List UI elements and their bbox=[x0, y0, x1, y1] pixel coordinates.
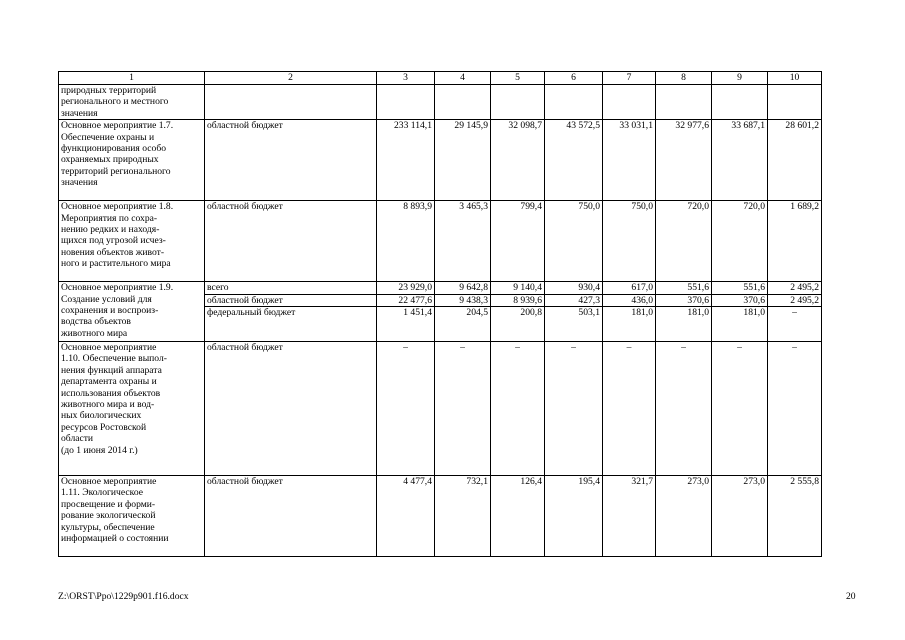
measure-description: Основное мероприятие 1.7. Обеспечение охраны и функционирования особо охраняемых природных территорий регионального значения bbox=[59, 120, 205, 201]
value-cell: 9 438,3 bbox=[435, 294, 491, 306]
value-cell: 2 495,2 bbox=[768, 294, 822, 306]
value-cell bbox=[545, 85, 603, 120]
value-cell: – bbox=[603, 342, 656, 476]
measure-description: Основное мероприятие 1.8. Мероприятия по сохра- нению редких и находя- щихся под угрозой исчез- новения объектов живот- ного и растительного мира bbox=[59, 201, 205, 282]
value-cell: 370,6 bbox=[712, 294, 768, 306]
value-cell: 8 939,6 bbox=[491, 294, 545, 306]
funding-source: областной бюджет bbox=[205, 342, 377, 476]
value-cell: 33 687,1 bbox=[712, 120, 768, 201]
funding-source: федеральный бюджет bbox=[205, 307, 377, 342]
value-cell bbox=[491, 85, 545, 120]
header-cell: 3 bbox=[377, 72, 435, 85]
value-cell: 436,0 bbox=[603, 294, 656, 306]
value-cell: 799,4 bbox=[491, 201, 545, 282]
value-cell bbox=[377, 85, 435, 120]
value-cell: 273,0 bbox=[712, 476, 768, 557]
value-cell: 9 642,8 bbox=[435, 282, 491, 294]
value-cell bbox=[603, 85, 656, 120]
header-cell: 10 bbox=[768, 72, 822, 85]
value-cell: – bbox=[435, 342, 491, 476]
header-cell: 5 bbox=[491, 72, 545, 85]
value-cell: 503,1 bbox=[545, 307, 603, 342]
header-cell: 9 bbox=[712, 72, 768, 85]
value-cell: 4 477,4 bbox=[377, 476, 435, 557]
value-cell: 22 477,6 bbox=[377, 294, 435, 306]
value-cell bbox=[656, 85, 712, 120]
value-cell bbox=[712, 85, 768, 120]
value-cell: 551,6 bbox=[712, 282, 768, 294]
value-cell: 43 572,5 bbox=[545, 120, 603, 201]
value-cell: 3 465,3 bbox=[435, 201, 491, 282]
value-cell: 750,0 bbox=[603, 201, 656, 282]
measure-description: Основное мероприятие 1.9. Создание условий для сохранения и воспроиз- водства объектов животного мира bbox=[59, 282, 205, 342]
header-cell: 7 bbox=[603, 72, 656, 85]
value-cell: 617,0 bbox=[603, 282, 656, 294]
table-row bbox=[59, 120, 822, 201]
value-cell: – bbox=[545, 342, 603, 476]
value-cell: 33 031,1 bbox=[603, 120, 656, 201]
value-cell: – bbox=[768, 307, 822, 342]
value-cell: 233 114,1 bbox=[377, 120, 435, 201]
value-cell: 551,6 bbox=[656, 282, 712, 294]
value-cell: 29 145,9 bbox=[435, 120, 491, 201]
funding-source: областной бюджет bbox=[205, 476, 377, 557]
value-cell: 126,4 bbox=[491, 476, 545, 557]
value-cell: 370,6 bbox=[656, 294, 712, 306]
funding-source: всего bbox=[205, 282, 377, 294]
value-cell: 750,0 bbox=[545, 201, 603, 282]
funding-source: областной бюджет bbox=[205, 120, 377, 201]
measure-description: природных территорий регионального и местного значения bbox=[59, 85, 205, 120]
value-cell: 32 098,7 bbox=[491, 120, 545, 201]
measure-description: Основное мероприятие 1.10. Обеспечение выпол- нения функций аппарата департамента охраны и использования объектов животного мира и вод- ных биологических ресурсов Ростовской области (до 1 июня 2014 г.) bbox=[59, 342, 205, 476]
measure-description: Основное мероприятие 1.11. Экологическое просвещение и форми- рование экологической культуры, обеспечение информацией о состоянии bbox=[59, 476, 205, 557]
value-cell: 1 451,4 bbox=[377, 307, 435, 342]
value-cell: 200,8 bbox=[491, 307, 545, 342]
header-cell: 2 bbox=[205, 72, 377, 85]
value-cell: 2 555,8 bbox=[768, 476, 822, 557]
value-cell: 9 140,4 bbox=[491, 282, 545, 294]
value-cell: – bbox=[712, 342, 768, 476]
value-cell: 195,4 bbox=[545, 476, 603, 557]
header-cell: 1 bbox=[59, 72, 205, 85]
table-row bbox=[59, 201, 822, 282]
value-cell: – bbox=[768, 342, 822, 476]
value-cell: – bbox=[656, 342, 712, 476]
table-row bbox=[59, 85, 822, 120]
header-cell: 8 bbox=[656, 72, 712, 85]
value-cell: 273,0 bbox=[656, 476, 712, 557]
budget-table bbox=[58, 71, 822, 557]
value-cell bbox=[435, 85, 491, 120]
header-cell: 6 bbox=[545, 72, 603, 85]
value-cell: 427,3 bbox=[545, 294, 603, 306]
value-cell: 720,0 bbox=[712, 201, 768, 282]
header-row bbox=[59, 72, 822, 85]
value-cell: – bbox=[491, 342, 545, 476]
file-path-footer: Z:\ORST\Ppo\1229p901.f16.docx bbox=[58, 591, 189, 602]
page-number: 20 bbox=[846, 591, 856, 602]
value-cell: 23 929,0 bbox=[377, 282, 435, 294]
value-cell: 8 893,9 bbox=[377, 201, 435, 282]
funding-source bbox=[205, 85, 377, 120]
header-cell: 4 bbox=[435, 72, 491, 85]
value-cell: 2 495,2 bbox=[768, 282, 822, 294]
value-cell: 28 601,2 bbox=[768, 120, 822, 201]
funding-source: областной бюджет bbox=[205, 294, 377, 306]
value-cell: 732,1 bbox=[435, 476, 491, 557]
value-cell: 321,7 bbox=[603, 476, 656, 557]
value-cell: 930,4 bbox=[545, 282, 603, 294]
table-row bbox=[59, 476, 822, 557]
value-cell: 720,0 bbox=[656, 201, 712, 282]
table-row bbox=[59, 282, 822, 294]
value-cell: 181,0 bbox=[712, 307, 768, 342]
value-cell: 1 689,2 bbox=[768, 201, 822, 282]
value-cell: – bbox=[377, 342, 435, 476]
table-row bbox=[59, 342, 822, 476]
value-cell: 181,0 bbox=[656, 307, 712, 342]
funding-source: областной бюджет bbox=[205, 201, 377, 282]
value-cell: 181,0 bbox=[603, 307, 656, 342]
value-cell bbox=[768, 85, 822, 120]
value-cell: 204,5 bbox=[435, 307, 491, 342]
value-cell: 32 977,6 bbox=[656, 120, 712, 201]
